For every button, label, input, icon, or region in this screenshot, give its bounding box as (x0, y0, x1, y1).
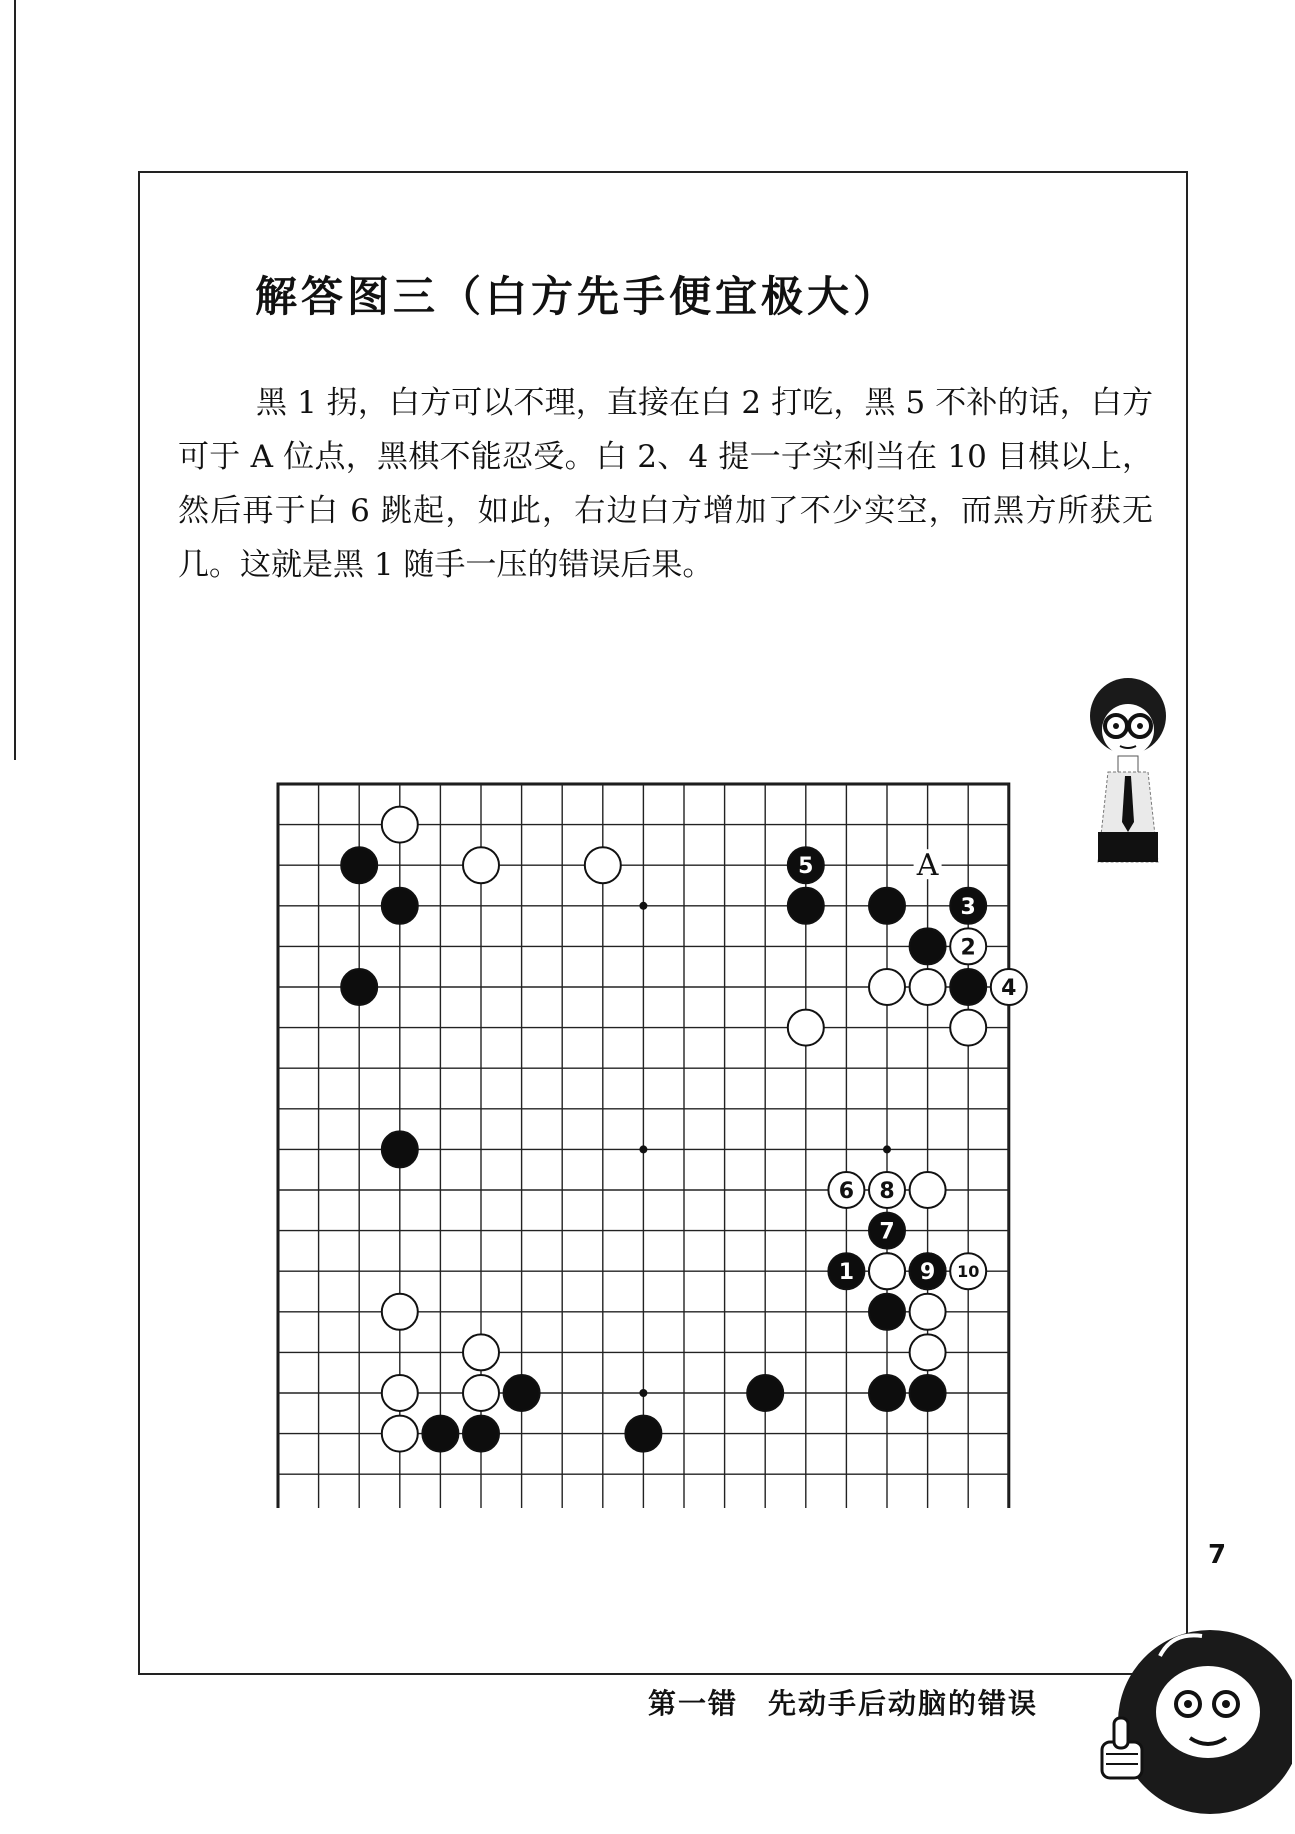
black-stone (341, 969, 377, 1005)
black-stone (341, 847, 377, 883)
mascot-thumbs-up-icon (1092, 1592, 1292, 1824)
black-stone (382, 888, 418, 924)
black-stone (869, 1375, 905, 1411)
white-stone-4 (991, 969, 1027, 1005)
stone-number: 4 (1001, 976, 1017, 1001)
white-stone (869, 1253, 905, 1289)
white-stone (869, 969, 905, 1005)
white-stone-8 (869, 1172, 905, 1208)
white-stone (382, 1294, 418, 1330)
stone-number: 7 (879, 1219, 895, 1245)
white-stone (463, 1375, 499, 1411)
black-stone (625, 1416, 661, 1452)
black-stone (869, 888, 905, 924)
body-paragraph: 黑 1 拐，白方可以不理，直接在白 2 打吃，黑 5 不补的话，白方可于 A 位点，黑棋不能忍受。白 2、4 提一子实利当在 10 目棋以上，然后再于白 6 跳起，如此，右边白方增加了不少实空，而黑方所获无几。这就是黑 1 随手一压的错误后果。 (178, 385, 1153, 583)
black-stone (747, 1375, 783, 1411)
stone-number: 3 (960, 894, 976, 920)
mascot-glasses-icon (1078, 672, 1178, 892)
chapter-footer: 第一错 先动手后动脑的错误 (648, 1687, 1039, 1720)
stone-number: 9 (919, 1260, 936, 1286)
black-stone-9 (910, 1253, 946, 1289)
stone-number: 1 (838, 1260, 855, 1286)
black-stone (504, 1375, 540, 1411)
white-stone (382, 1375, 418, 1411)
go-board-svg (272, 776, 1052, 1508)
stone-number: 6 (838, 1179, 855, 1204)
black-stone-5 (788, 847, 824, 883)
white-stone (788, 1010, 824, 1046)
footer-rule (138, 1673, 1098, 1675)
stone-number: 10 (957, 1262, 980, 1282)
black-stone-7 (869, 1213, 905, 1249)
black-stone (463, 1416, 499, 1452)
page-edge-rule (14, 0, 16, 760)
black-stone (788, 888, 824, 924)
black-stone (422, 1416, 458, 1452)
black-stone (910, 928, 946, 964)
star-point (639, 902, 647, 910)
black-stone (910, 1375, 946, 1411)
white-stone (463, 1334, 499, 1370)
white-stone (382, 1416, 418, 1452)
stone-number: 5 (798, 854, 814, 880)
board-mark-label: A (916, 848, 939, 884)
white-stone-10 (950, 1253, 986, 1289)
page-heading: 解答图三（白方先手便宜极大） (255, 272, 900, 321)
black-stone-3 (950, 888, 986, 924)
white-stone (382, 807, 418, 843)
white-stone (950, 1010, 986, 1046)
white-stone (910, 1294, 946, 1330)
page-number: 7 (1208, 1540, 1227, 1570)
white-stone (463, 847, 499, 883)
white-stone (585, 847, 621, 883)
stone-number: 2 (960, 935, 976, 961)
white-stone (910, 1172, 946, 1208)
white-stone (910, 1334, 946, 1370)
black-stone (869, 1294, 905, 1330)
star-point (883, 1145, 891, 1153)
black-stone (382, 1131, 418, 1167)
black-stone-1 (828, 1253, 864, 1289)
white-stone-2 (950, 928, 986, 964)
black-stone (950, 969, 986, 1005)
white-stone-6 (828, 1172, 864, 1208)
go-board (272, 776, 1052, 1508)
white-stone (910, 969, 946, 1005)
star-point (639, 1389, 647, 1397)
stone-number: 8 (879, 1179, 895, 1204)
star-point (639, 1145, 647, 1153)
